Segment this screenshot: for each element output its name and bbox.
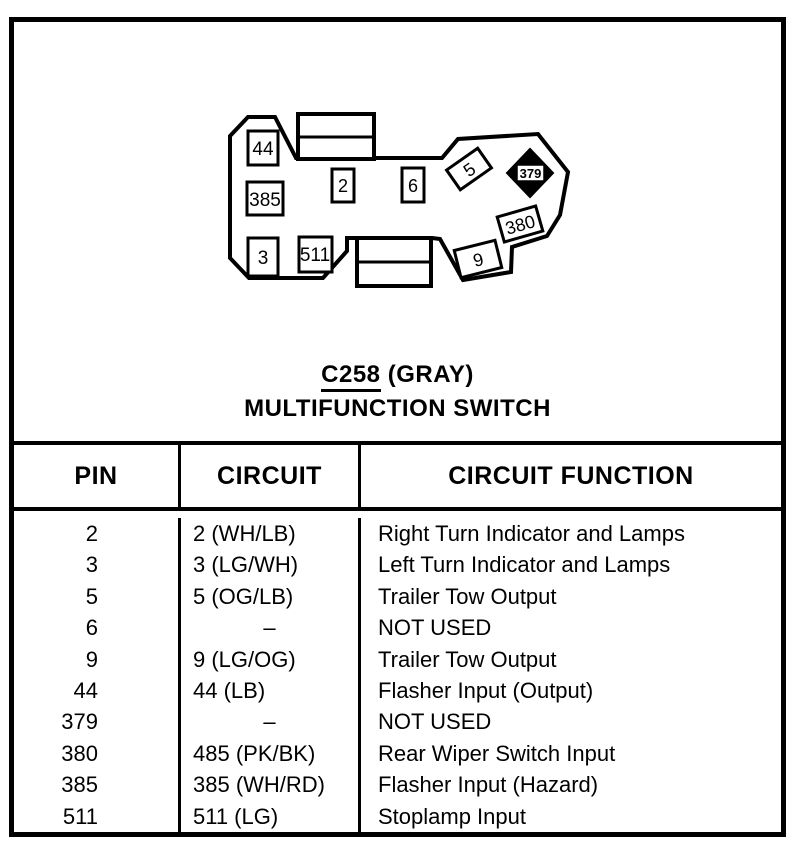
pin-cavity-3 [248,238,278,276]
cell-function: Stoplamp Input [358,801,781,832]
cell-circuit: 2 (WH/LB) [178,518,358,549]
connector-code: C258 [321,361,380,392]
cell-function: Trailer Tow Output [358,581,781,612]
cell-pin: 385 [61,772,98,798]
cell-pin: 379 [61,709,98,735]
cell-circuit: 485 (PK/BK) [178,738,358,769]
cell-circuit: 3 (LG/WH) [178,549,358,580]
cell-circuit: 511 (LG) [178,801,358,832]
table-row [14,612,781,643]
cell-function: Left Turn Indicator and Lamps [358,549,781,580]
cell-pin: 3 [85,552,98,578]
cell-circuit: 44 (LB) [178,675,358,706]
table-row [14,581,781,612]
pin-label-5: 5 [459,158,480,181]
cell-function: Flasher Input (Hazard) [358,769,781,800]
connector-title-line2: MULTIFUNCTION SWITCH [244,395,551,422]
pin-label-2: 2 [337,176,349,196]
cell-function: Right Turn Indicator and Lamps [358,518,781,549]
pin-cavity-2 [332,169,354,202]
cell-circuit: 5 (OG/LB) [178,581,358,612]
cell-pin: 380 [61,740,98,766]
connector-title-line1 [14,358,781,392]
pin-label-9: 9 [470,249,486,271]
cell-function: Rear Wiper Switch Input [358,738,781,769]
cell-function: Trailer Tow Output [358,644,781,675]
pin-label-44: 44 [252,139,274,160]
cell-pin: 511 [62,803,98,829]
cell-pin: 2 [85,521,98,546]
pinout-table-header [14,445,781,511]
cell-circuit: 385 (WH/RD) [178,769,358,800]
table-row [14,644,781,675]
cell-pin: 44 [73,678,98,704]
cell-pin: 5 [85,583,98,609]
pin-label-380: 380 [503,211,538,239]
table-row [14,738,781,769]
table-row [14,518,781,549]
pin-label-6: 6 [407,176,419,196]
cell-function: NOT USED [358,706,781,737]
pin-cavity-6 [402,168,424,202]
pin-label-511: 511 [299,245,331,266]
table-row [14,706,781,737]
table-row [14,549,781,580]
connector-variant: (GRAY) [380,361,474,388]
pin-label-3: 3 [257,248,269,269]
pin-cavity-385 [247,182,283,215]
page-border-frame [9,17,786,837]
pin-label-379: 379 [519,166,542,181]
table-row [14,801,781,832]
connector-title [14,358,781,426]
pinout-table-body [14,511,781,832]
table-row [14,675,781,706]
connector-bottom-tab [357,238,431,286]
header-circuit: CIRCUIT [178,445,358,507]
pin-label-385: 385 [249,190,281,211]
cell-pin: 9 [85,646,98,672]
cell-pin: 6 [85,615,98,641]
pinout-table [14,441,781,832]
cell-circuit: – [178,612,358,643]
pin-cavity-44 [248,131,278,165]
cell-circuit: – [178,706,358,737]
pin-cavity-511 [299,237,332,272]
header-circuit-function: CIRCUIT FUNCTION [358,445,781,507]
cell-function: NOT USED [358,612,781,643]
cell-function: Flasher Input (Output) [358,675,781,706]
table-row [14,769,781,800]
header-pin: PIN [74,461,118,490]
cell-circuit: 9 (LG/OG) [178,644,358,675]
connector-top-tab [298,114,374,159]
